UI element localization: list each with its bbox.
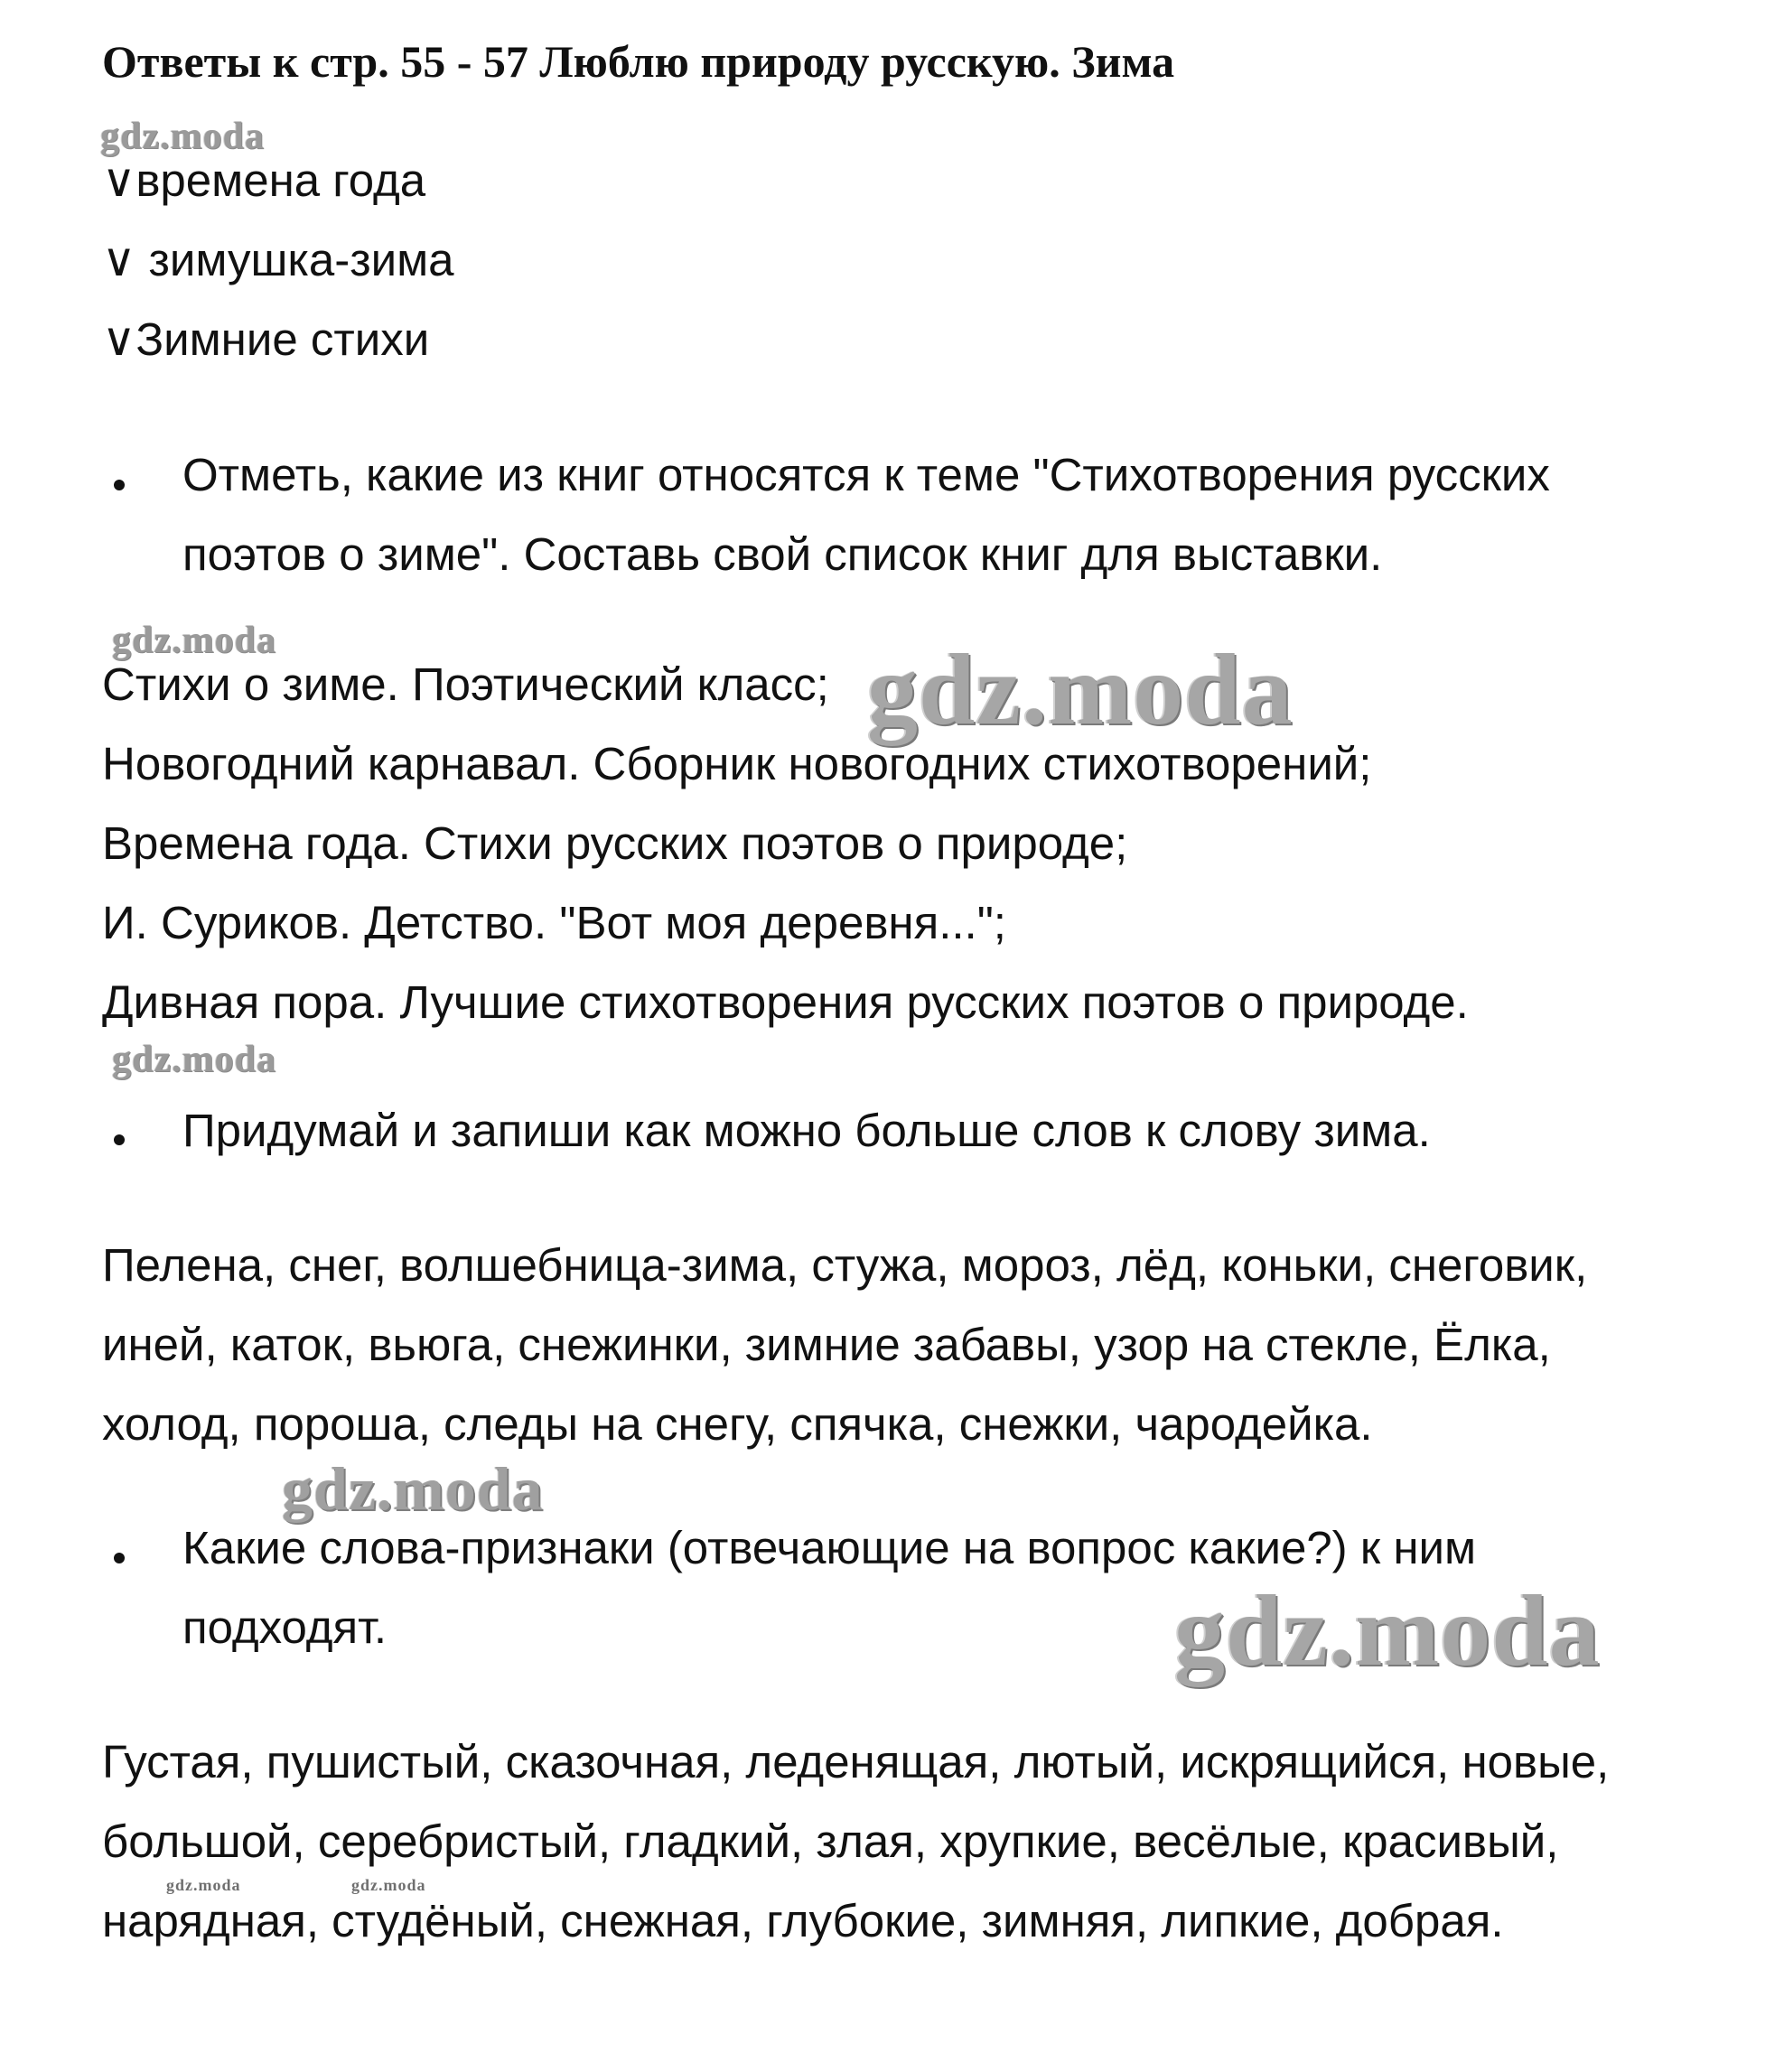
- answer-line: нарядная, студёный, снежная, глубокие, зимняя, липкие, добрая.: [102, 1895, 1504, 1946]
- answer-line: холод, пороша, следы на снегу, спячка, снежки, чародейка.: [102, 1398, 1373, 1450]
- task-text: подходят.: [182, 1601, 388, 1653]
- task-text: Отметь, какие из книг относятся к теме "Стихотворения русских: [182, 449, 1550, 500]
- watermark: gdz.moda: [112, 1039, 276, 1080]
- book-item: Новогодний карнавал. Сборник новогодних стихотворений;: [102, 738, 1372, 789]
- answer-line: иней, каток, вьюга, снежинки, зимние забавы, узор на стекле, Ёлка,: [102, 1319, 1551, 1370]
- watermark: gdz.moda: [1174, 1575, 1601, 1687]
- answer-line: Густая, пушистый, сказочная, леденящая, лютый, искрящийся, новые,: [102, 1736, 1610, 1787]
- book-item: Дивная пора. Лучшие стихотворения русских поэтов о природе.: [102, 976, 1469, 1028]
- watermark: gdz.moda: [100, 116, 265, 157]
- checklist-item: ∨ зимушка-зима: [102, 234, 454, 285]
- checklist-item: ∨Зимние стихи: [102, 313, 430, 365]
- checklist-item: ∨времена года: [102, 154, 426, 206]
- watermark: gdz.moda: [867, 634, 1294, 746]
- bullet-icon: [114, 1553, 125, 1563]
- watermark: gdz.moda: [282, 1454, 544, 1523]
- answer-line: большой, серебристый, гладкий, злая, хрупкие, весёлые, красивый,: [102, 1815, 1559, 1867]
- watermark: gdz.moda: [112, 620, 276, 661]
- answer-line: Пелена, снег, волшебница-зима, стужа, мороз, лёд, коньки, снеговик,: [102, 1239, 1588, 1291]
- page-title: Ответы к стр. 55 - 57 Люблю природу русскую. Зима: [102, 36, 1175, 87]
- task-text: поэтов о зиме". Составь свой список книг для выставки.: [182, 528, 1383, 580]
- book-item: Времена года. Стихи русских поэтов о природе;: [102, 817, 1128, 869]
- watermark: gdz.moda: [166, 1876, 241, 1894]
- book-item: Стихи о зиме. Поэтический класс;: [102, 658, 829, 710]
- task-text: Придумай и запиши как можно больше слов к слову зима.: [182, 1105, 1431, 1156]
- bullet-icon: [114, 480, 125, 490]
- bullet-icon: [114, 1134, 125, 1145]
- book-item: И. Суриков. Детство. "Вот моя деревня...";: [102, 897, 1006, 948]
- task-text: Какие слова-признаки (отвечающие на вопрос какие?) к ним: [182, 1522, 1477, 1573]
- watermark: gdz.moda: [351, 1876, 426, 1894]
